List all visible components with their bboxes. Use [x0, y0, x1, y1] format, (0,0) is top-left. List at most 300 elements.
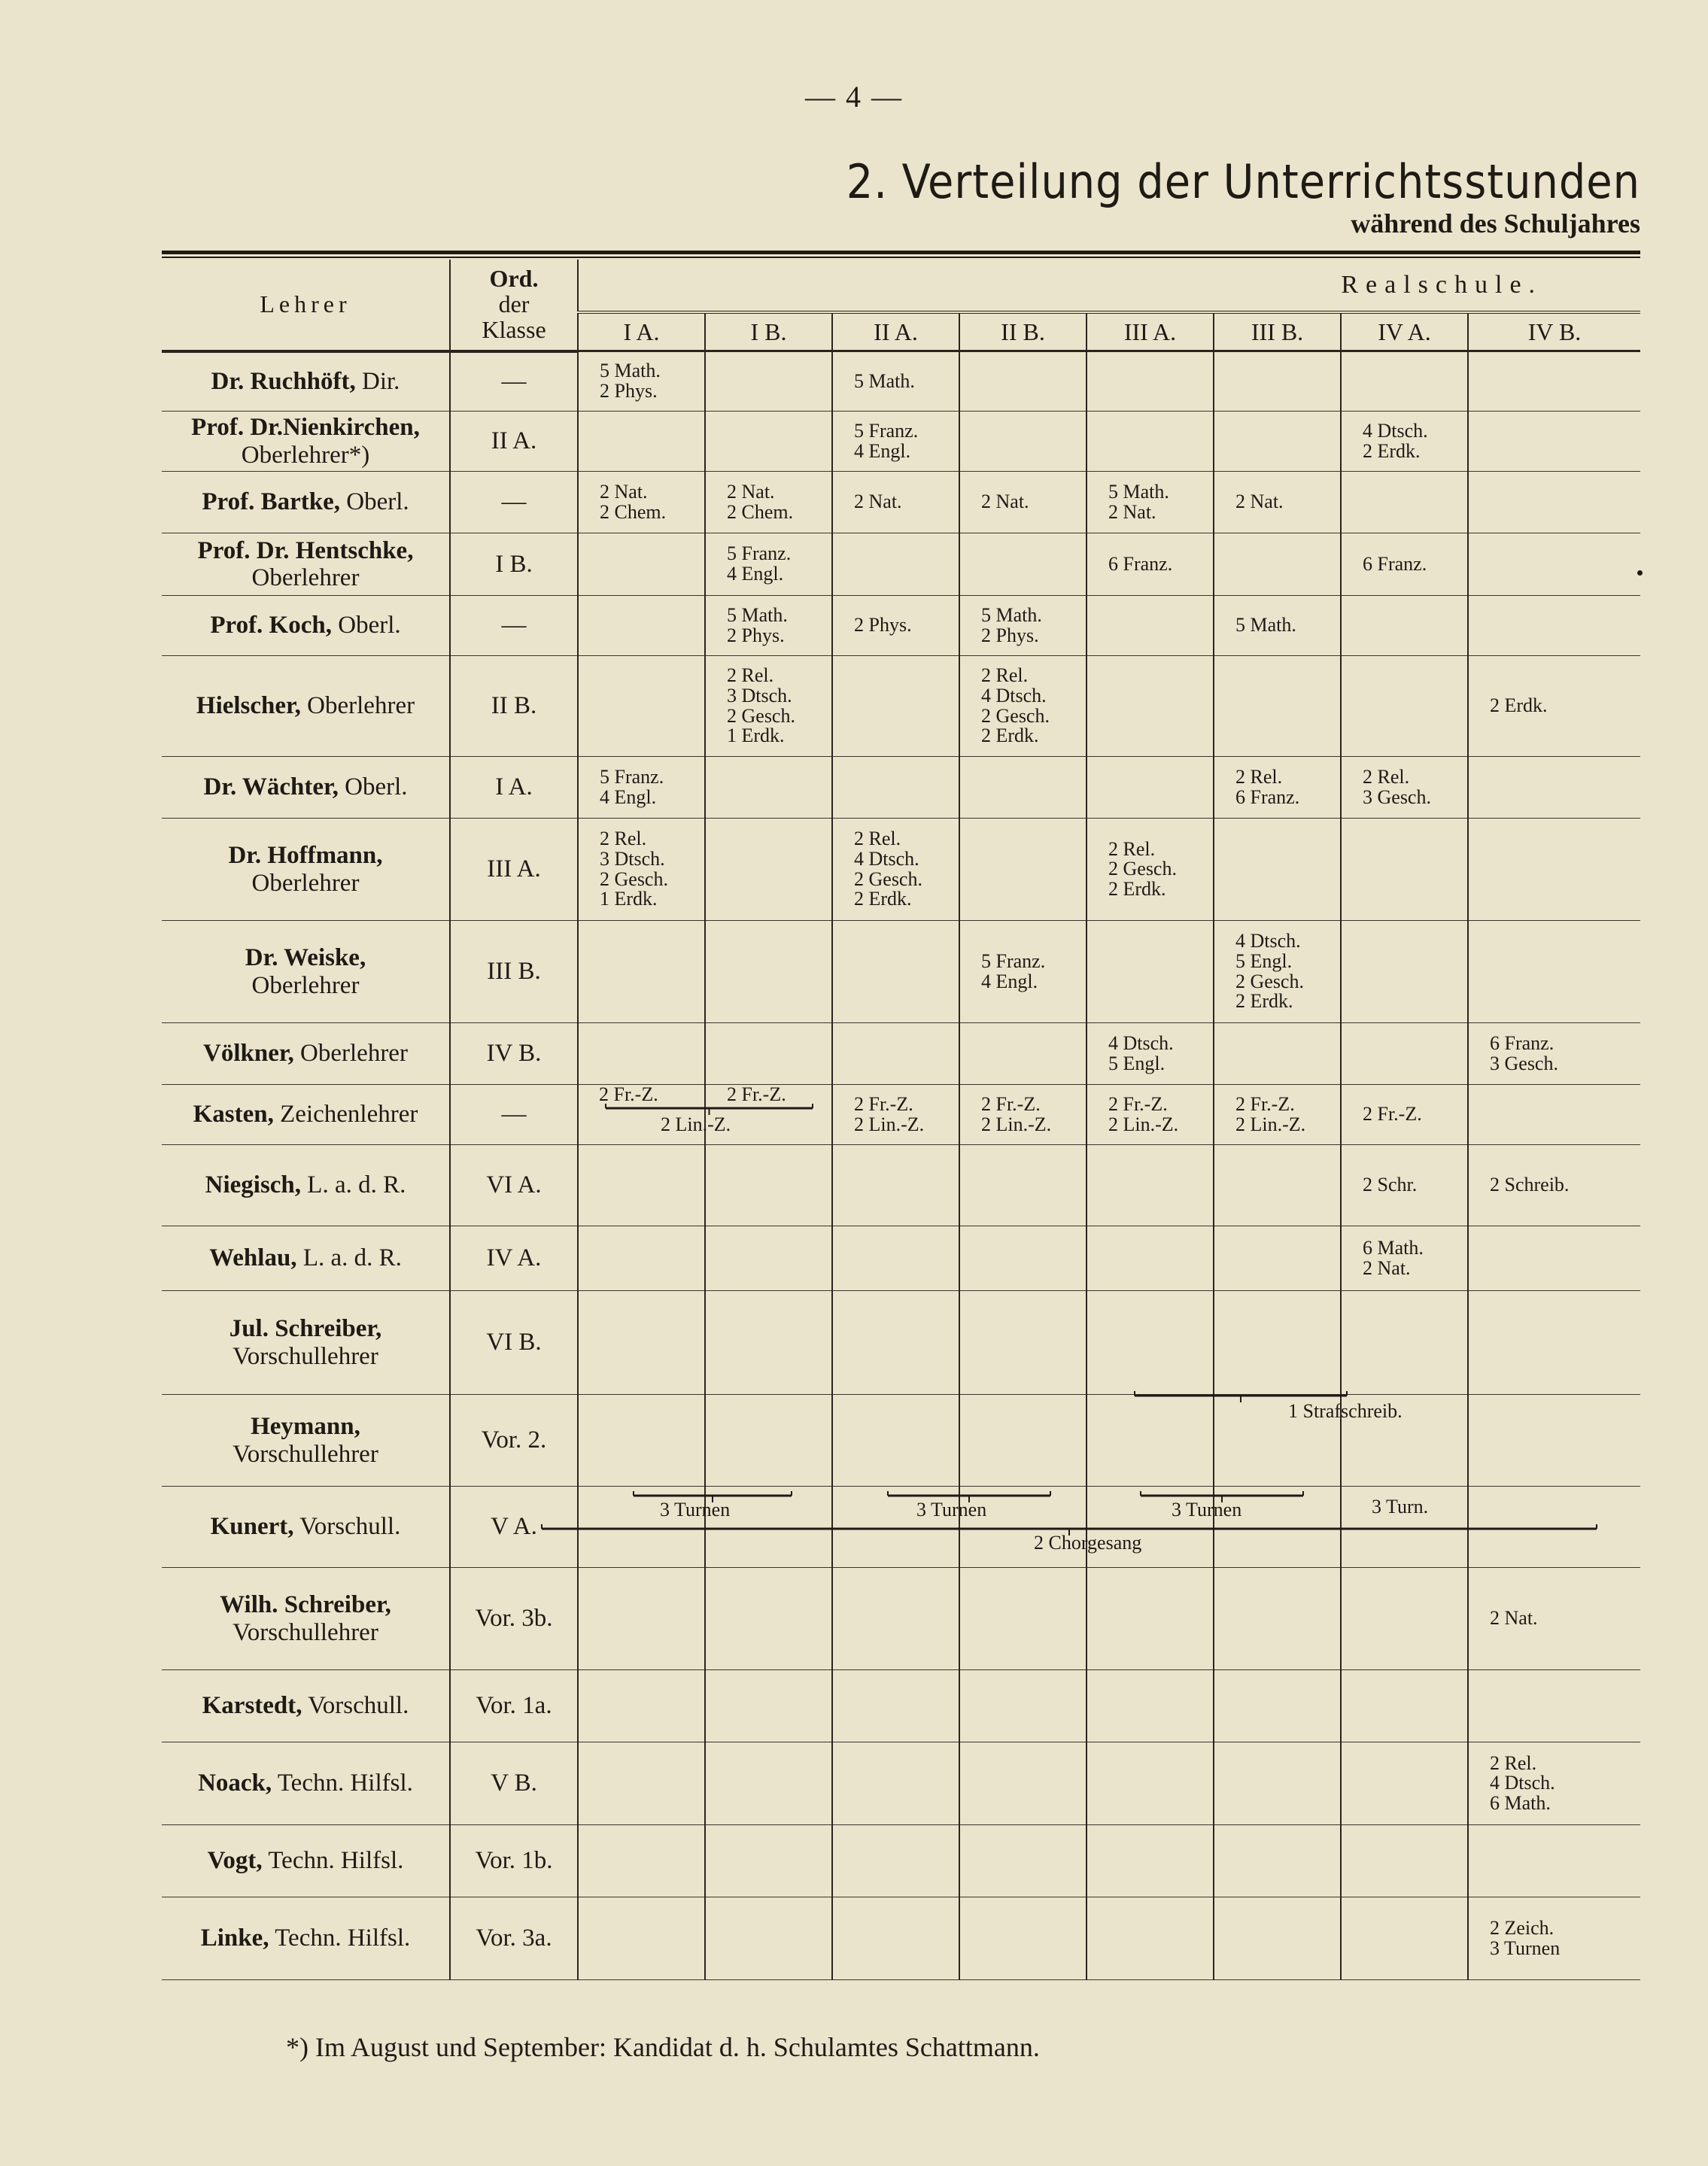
- hours-entry: 2 Fr.-Z.: [981, 1092, 1041, 1115]
- hours-cell: [578, 412, 705, 472]
- hours-cell: [1341, 351, 1468, 412]
- hours-cell: [1468, 596, 1640, 656]
- hours-cell: [705, 921, 832, 1023]
- ord-class-cell: III B.: [450, 921, 578, 1023]
- hours-cell: [705, 1742, 832, 1825]
- hours-entry: 5 Franz.: [981, 949, 1046, 972]
- ord-class-cell: IV B.: [450, 1023, 578, 1085]
- teacher-line: [162, 1171, 449, 1198]
- hours-cell: [705, 1023, 832, 1085]
- hours-cell: [578, 921, 705, 1023]
- hours-cell: [1468, 1291, 1640, 1395]
- teacher-cell: [162, 596, 450, 656]
- hours-cell: [1086, 1145, 1214, 1226]
- hours-cell: [1468, 412, 1640, 472]
- hours-cell: [1086, 1742, 1214, 1825]
- hours-cell: [578, 1145, 705, 1226]
- teacher-name: Prof. Dr. Hentschke,: [197, 536, 414, 564]
- hours-entry: 6 Math.: [1363, 1236, 1424, 1259]
- hours-entry: 2 Erdk.: [1108, 877, 1166, 900]
- hours-entry: 2 Phys.: [854, 614, 912, 636]
- teacher-name: Wilh. Schreiber,: [220, 1591, 391, 1619]
- hours-entry: 2 Nat.: [1363, 1256, 1411, 1279]
- hours-cell: [1468, 1487, 1640, 1568]
- class-header: I B.: [705, 312, 832, 351]
- hours-cell: [705, 656, 832, 757]
- teacher-title: L. a. d. R.: [302, 1244, 402, 1272]
- hours-entry: 2 Nat.: [600, 480, 648, 503]
- hours-cell: [959, 1825, 1086, 1897]
- hours-entry: 4 Engl.: [727, 563, 784, 585]
- teacher-name: Prof. Koch,: [210, 612, 332, 639]
- chorgesang-span: 2 Chorgesang: [1034, 1532, 1142, 1554]
- class-header: II B.: [959, 312, 1086, 351]
- hours-entry: 2 Nat.: [1490, 1607, 1538, 1630]
- teacher-line: [162, 842, 449, 869]
- hours-cell: [1341, 1085, 1468, 1145]
- header-ord: [450, 260, 578, 351]
- ord-class-cell: V B.: [450, 1742, 578, 1825]
- top-rule-thin: [162, 257, 1640, 258]
- hours-entry: 2 Fr.-Z.: [1108, 1092, 1168, 1115]
- hours-cell: [832, 757, 959, 819]
- hours-cell: [705, 1291, 832, 1395]
- teacher-line: [162, 1770, 449, 1797]
- hours-cell: [1086, 472, 1214, 533]
- hours-cell: [832, 921, 959, 1023]
- hours-cell: [832, 819, 959, 921]
- teacher-line: [162, 1040, 449, 1067]
- teacher-title-line: Oberlehrer: [251, 564, 360, 591]
- ord-class-cell: Vor. 3b.: [450, 1568, 578, 1670]
- hours-entry: 6 Franz.: [1490, 1031, 1555, 1054]
- hours-entry: 5 Franz.: [600, 765, 664, 788]
- hours-entry: 2 Gesch.: [600, 867, 668, 890]
- hours-entry: 3 Gesch.: [1490, 1052, 1558, 1074]
- hours-cell: [1341, 1291, 1468, 1395]
- teacher-line: [162, 1692, 449, 1719]
- hours-cell: [959, 596, 1086, 656]
- hours-cell: [1214, 1568, 1341, 1670]
- hours-cell: [578, 351, 705, 412]
- hours-entry: 5 Math.: [1108, 480, 1169, 503]
- table-row: [162, 533, 1640, 596]
- teacher-title-line: Oberlehrer: [251, 869, 360, 897]
- hours-cell: [959, 921, 1086, 1023]
- teacher-cell: [162, 1670, 450, 1742]
- hours-cell: [1214, 1670, 1341, 1742]
- hours-entry: 2 Lin.-Z.: [854, 1113, 925, 1135]
- table-row: [162, 819, 1640, 921]
- teacher-name: Kasten,: [193, 1101, 274, 1129]
- class-header: II A.: [832, 312, 959, 351]
- hours-entry: 6 Math.: [1490, 1791, 1551, 1814]
- hours-cell: [1086, 1670, 1214, 1742]
- teacher-cell: [162, 1226, 450, 1291]
- teacher-line: [162, 1924, 449, 1952]
- table-row: [162, 596, 1640, 656]
- teacher-line: [162, 1413, 449, 1440]
- hours-entry: 6 Franz.: [1235, 785, 1300, 808]
- hours-cell: [1086, 1568, 1214, 1670]
- hours-cell: [578, 1897, 705, 1980]
- hours-entry: 2 Rel.: [854, 828, 901, 850]
- hours-cell: [1341, 656, 1468, 757]
- hours-cell: [1214, 819, 1341, 921]
- hours-cell: [1341, 533, 1468, 596]
- hours-cell: [1341, 472, 1468, 533]
- teacher-line: [162, 1101, 449, 1128]
- hours-entry: 2 Gesch.: [727, 704, 795, 727]
- hours-cell: [1468, 819, 1640, 921]
- hours-cell: [959, 1395, 1086, 1487]
- teacher-cell: [162, 1897, 450, 1980]
- ord-class-cell: VI A.: [450, 1145, 578, 1226]
- hours-entry: 5 Engl.: [1235, 949, 1293, 972]
- hours-entry: 5 Math.: [981, 603, 1042, 626]
- hours-cell: [1214, 1825, 1341, 1897]
- hours-cell: [832, 1145, 959, 1226]
- hours-cell: [959, 1742, 1086, 1825]
- hours-cell: [1214, 1291, 1341, 1395]
- teacher-title-line: Vorschullehrer: [232, 1342, 378, 1370]
- hours-cell: [578, 819, 705, 921]
- hours-cell: [705, 472, 832, 533]
- table-row: [162, 1742, 1640, 1825]
- hours-cell: [1214, 472, 1341, 533]
- hours-entry: 3 Gesch.: [1363, 785, 1431, 808]
- hours-entry: 2 Lin.-Z.: [1235, 1113, 1306, 1135]
- teacher-line: [162, 1847, 449, 1874]
- hours-entry: 2 Chem.: [600, 500, 667, 523]
- hours-cell: [832, 1395, 959, 1487]
- hours-entry: 2 Gesch.: [1108, 858, 1177, 880]
- teacher-title: Oberl.: [345, 773, 408, 801]
- footnote: *) Im August und September: Kandidat d. h. Schulamtes Schattmann.: [286, 2032, 1040, 2062]
- hours-cell: [1341, 412, 1468, 472]
- hours-cell: [1086, 533, 1214, 596]
- hours-cell: [832, 1023, 959, 1085]
- turnen-span-3: 3 Turnen: [1172, 1499, 1242, 1520]
- ord-class-cell: Vor. 1a.: [450, 1670, 578, 1742]
- hours-cell: [1468, 921, 1640, 1023]
- hours-entry: 3 Dtsch.: [600, 847, 665, 870]
- hours-entry: 4 Dtsch.: [854, 847, 919, 870]
- hours-cell: [578, 1291, 705, 1395]
- schedule-table: [162, 260, 1640, 1980]
- hours-cell: [1468, 1226, 1640, 1291]
- teacher-name: Kunert,: [210, 1513, 294, 1541]
- table-row: [162, 1395, 1640, 1487]
- hours-cell: [578, 1395, 705, 1487]
- hours-entry: 2 Erdk.: [1490, 694, 1548, 717]
- hours-cell: [705, 596, 832, 656]
- table-row: [162, 1568, 1640, 1670]
- hours-cell: [1086, 757, 1214, 819]
- hours-cell: [959, 1023, 1086, 1085]
- hours-cell: [578, 596, 705, 656]
- teacher-cell: [162, 351, 450, 412]
- hours-cell: [705, 1145, 832, 1226]
- hours-entry: 1 Erdk.: [727, 725, 785, 747]
- class-header: I A.: [578, 312, 705, 351]
- table-row: [162, 1291, 1640, 1395]
- hours-cell: [1214, 1085, 1341, 1145]
- teacher-line: [162, 488, 449, 515]
- teacher-cell: [162, 819, 450, 921]
- hours-cell: [1468, 757, 1640, 819]
- hours-cell: [832, 1568, 959, 1670]
- teacher-cell: [162, 1023, 450, 1085]
- hours-cell: [1341, 757, 1468, 819]
- ord-class-cell: IV A.: [450, 1226, 578, 1291]
- hours-entry: 5 Franz.: [727, 542, 792, 565]
- hours-entry: 2 Schr.: [1363, 1174, 1418, 1196]
- hours-cell: [1214, 1742, 1341, 1825]
- teacher-cell: [162, 1395, 450, 1487]
- hours-cell: [1341, 1145, 1468, 1226]
- ord-class-cell: I B.: [450, 533, 578, 596]
- hours-cell: [1086, 819, 1214, 921]
- hours-entry: 2 Nat.: [1235, 491, 1284, 513]
- hours-entry: 4 Dtsch.: [1235, 930, 1301, 952]
- hours-entry: 2 Nat.: [1108, 500, 1156, 523]
- ord-class-cell: —: [450, 351, 578, 412]
- hours-cell: [705, 819, 832, 921]
- hours-cell: [1468, 1145, 1640, 1226]
- hours-entry: 4 Dtsch.: [1108, 1031, 1174, 1054]
- teacher-name: Linke,: [200, 1924, 269, 1952]
- teacher-name: Völkner,: [203, 1040, 294, 1068]
- teacher-name: Wehlau,: [209, 1244, 297, 1272]
- hours-cell: [1468, 1023, 1640, 1085]
- hours-cell: [1341, 921, 1468, 1023]
- ord-class-cell: Vor. 1b.: [450, 1825, 578, 1897]
- hours-cell: [959, 1145, 1086, 1226]
- ord-class-cell: —: [450, 472, 578, 533]
- hours-cell: [1468, 1825, 1640, 1897]
- teacher-name: Jul. Schreiber,: [229, 1315, 382, 1343]
- hours-cell: [832, 1897, 959, 1980]
- teacher-cell: [162, 1825, 450, 1897]
- hours-entry: 2 Rel.: [600, 828, 647, 850]
- header-teacher: Lehrer: [162, 260, 450, 351]
- hours-cell: [832, 1670, 959, 1742]
- hours-entry: 2 Chem.: [727, 500, 794, 523]
- hours-cell: [1214, 1145, 1341, 1226]
- hours-entry: 2 Phys.: [600, 380, 658, 402]
- hours-entry: 4 Engl.: [600, 785, 657, 808]
- hours-cell: [959, 412, 1086, 472]
- table-row: [162, 1226, 1640, 1291]
- hours-cell: [705, 1670, 832, 1742]
- teacher-cell: [162, 1568, 450, 1670]
- hours-cell: [705, 1897, 832, 1980]
- table-row: [162, 1670, 1640, 1742]
- hours-entry: 5 Math.: [600, 360, 661, 382]
- teacher-title: Oberlehrer: [307, 692, 415, 720]
- hours-cell: [705, 757, 832, 819]
- teacher-title: Oberl.: [346, 488, 409, 516]
- hours-cell: [578, 1742, 705, 1825]
- hours-cell: [959, 351, 1086, 412]
- ord-class-cell: —: [450, 596, 578, 656]
- hours-cell: [1086, 412, 1214, 472]
- hours-cell: [1341, 1897, 1468, 1980]
- hours-cell: [705, 1568, 832, 1670]
- hours-cell: [959, 1568, 1086, 1670]
- table-row: [162, 757, 1640, 819]
- hours-entry: 1 Erdk.: [600, 888, 658, 910]
- teacher-cell: [162, 1742, 450, 1825]
- hours-cell: [1214, 412, 1341, 472]
- hours-cell: [959, 1670, 1086, 1742]
- page-subtitle: während des Schuljahres: [1351, 208, 1640, 238]
- hours-cell: [1214, 596, 1341, 656]
- table-row: [162, 1023, 1640, 1085]
- hours-cell: [832, 1742, 959, 1825]
- hours-cell: [832, 1226, 959, 1291]
- hours-cell: [959, 1226, 1086, 1291]
- hours-entry: 2 Rel.: [727, 664, 774, 687]
- hours-cell: [705, 412, 832, 472]
- table-row: [162, 1145, 1640, 1226]
- teacher-cell: [162, 412, 450, 472]
- hours-cell: [1214, 921, 1341, 1023]
- teacher-name: Dr. Hoffmann,: [228, 842, 383, 870]
- teacher-line: [162, 537, 449, 564]
- teacher-name: Hielscher,: [196, 692, 301, 720]
- teacher-line: [162, 692, 449, 719]
- class-header: IV A.: [1341, 312, 1468, 351]
- hours-cell: [578, 757, 705, 819]
- top-rule: [162, 251, 1640, 254]
- teacher-cell: [162, 656, 450, 757]
- teacher-line: [162, 773, 449, 800]
- page-title: 2. Verteilung der Unterrichtsstunden: [846, 154, 1640, 209]
- hours-entry: 2 Gesch.: [854, 867, 922, 890]
- teacher-cell: [162, 1291, 450, 1395]
- teacher-title: Oberlehrer: [300, 1040, 408, 1068]
- header-ord-line3: Klasse: [482, 315, 546, 343]
- hours-entry: 4 Dtsch.: [981, 684, 1047, 706]
- teacher-line: [162, 612, 449, 639]
- hours-cell: [959, 533, 1086, 596]
- teacher-title: Techn. Hilfsl.: [268, 1847, 404, 1875]
- hours-entry: 3 Turnen: [1490, 1937, 1561, 1959]
- hours-cell: [1341, 1023, 1468, 1085]
- hours-cell: [705, 1226, 832, 1291]
- hours-entry: 2 Phys.: [727, 624, 785, 646]
- teacher-cell: [162, 1487, 450, 1568]
- teacher-cell: [162, 1085, 450, 1145]
- hours-cell: [959, 1085, 1086, 1145]
- hours-entry: 2 Phys.: [981, 624, 1039, 646]
- hours-entry: 2 Fr.-Z.: [854, 1092, 913, 1115]
- hours-cell: [959, 656, 1086, 757]
- hours-cell: [1468, 351, 1640, 412]
- hours-cell: [1086, 656, 1214, 757]
- hours-cell: [578, 533, 705, 596]
- turnen-span-1: 3 Turnen: [660, 1499, 731, 1520]
- hours-cell: [1341, 596, 1468, 656]
- hours-cell: [1086, 1226, 1214, 1291]
- hours-cell: [959, 472, 1086, 533]
- kasten-fr-z-ia: 2 Fr.-Z.: [599, 1083, 658, 1105]
- kasten-lin-z-span: 2 Lin.-Z.: [661, 1113, 731, 1135]
- hours-cell: [1086, 1897, 1214, 1980]
- hours-cell: [1468, 656, 1640, 757]
- teacher-name: Vogt,: [207, 1847, 263, 1875]
- hours-entry: 2 Nat.: [727, 480, 775, 503]
- hours-cell: [1468, 1395, 1640, 1487]
- teacher-title-line: Oberlehrer*): [241, 441, 370, 469]
- hours-entry: 2 Nat.: [981, 491, 1029, 513]
- teacher-line: [162, 944, 449, 971]
- hours-cell: [578, 1226, 705, 1291]
- hours-cell: [832, 412, 959, 472]
- teacher-title: L. a. d. R.: [307, 1171, 406, 1199]
- hours-entry: 5 Math.: [1235, 614, 1296, 636]
- hours-cell: [705, 533, 832, 596]
- hours-cell: [1468, 472, 1640, 533]
- hours-cell: [705, 1395, 832, 1487]
- hours-cell: [959, 819, 1086, 921]
- teacher-name: Dr. Wächter,: [203, 773, 339, 801]
- hours-entry: 2 Lin.-Z.: [1108, 1113, 1179, 1135]
- ord-class-cell: VI B.: [450, 1291, 578, 1395]
- hours-cell: [1214, 1023, 1341, 1085]
- hours-cell: [1214, 533, 1341, 596]
- table-row: [162, 1897, 1640, 1980]
- hours-cell: [1468, 1670, 1640, 1742]
- teacher-cell: [162, 757, 450, 819]
- hours-cell: [1341, 819, 1468, 921]
- hours-cell: [832, 596, 959, 656]
- ord-class-cell: —: [450, 1085, 578, 1145]
- hours-entry: 4 Engl.: [981, 970, 1038, 992]
- class-header: III A.: [1086, 312, 1214, 351]
- hours-cell: [832, 533, 959, 596]
- header-ord-line1: Ord.: [489, 265, 539, 293]
- table-row: [162, 921, 1640, 1023]
- table-row: [162, 472, 1640, 533]
- ord-class-cell: V A.: [450, 1487, 578, 1568]
- class-header: III B.: [1214, 312, 1341, 351]
- teacher-name: Karstedt,: [202, 1692, 302, 1720]
- hours-cell: [578, 1023, 705, 1085]
- hours-cell: [1341, 1742, 1468, 1825]
- ord-class-cell: I A.: [450, 757, 578, 819]
- hours-entry: 2 Gesch.: [1235, 970, 1304, 992]
- teacher-name: Prof. Bartke,: [202, 488, 340, 516]
- hours-cell: [578, 656, 705, 757]
- strafschreib-span: 1 Strafschreib.: [1288, 1400, 1403, 1422]
- hours-cell: [1468, 533, 1640, 596]
- hours-entry: 2 Rel.: [1490, 1751, 1537, 1774]
- ord-class-cell: II B.: [450, 656, 578, 757]
- hours-entry: 4 Dtsch.: [1363, 419, 1428, 442]
- hours-cell: [705, 351, 832, 412]
- hours-entry: 2 Erdk.: [1235, 990, 1293, 1013]
- teacher-title: Techn. Hilfsl.: [277, 1770, 413, 1797]
- ord-class-cell: Vor. 3a.: [450, 1897, 578, 1980]
- teacher-title: Techn. Hilfsl.: [275, 1924, 411, 1952]
- turn-iva: 3 Turn.: [1372, 1496, 1429, 1517]
- teacher-title: Dir.: [362, 368, 400, 396]
- teacher-name: Prof. Dr.Nienkirchen,: [191, 414, 420, 442]
- hours-cell: [1341, 1568, 1468, 1670]
